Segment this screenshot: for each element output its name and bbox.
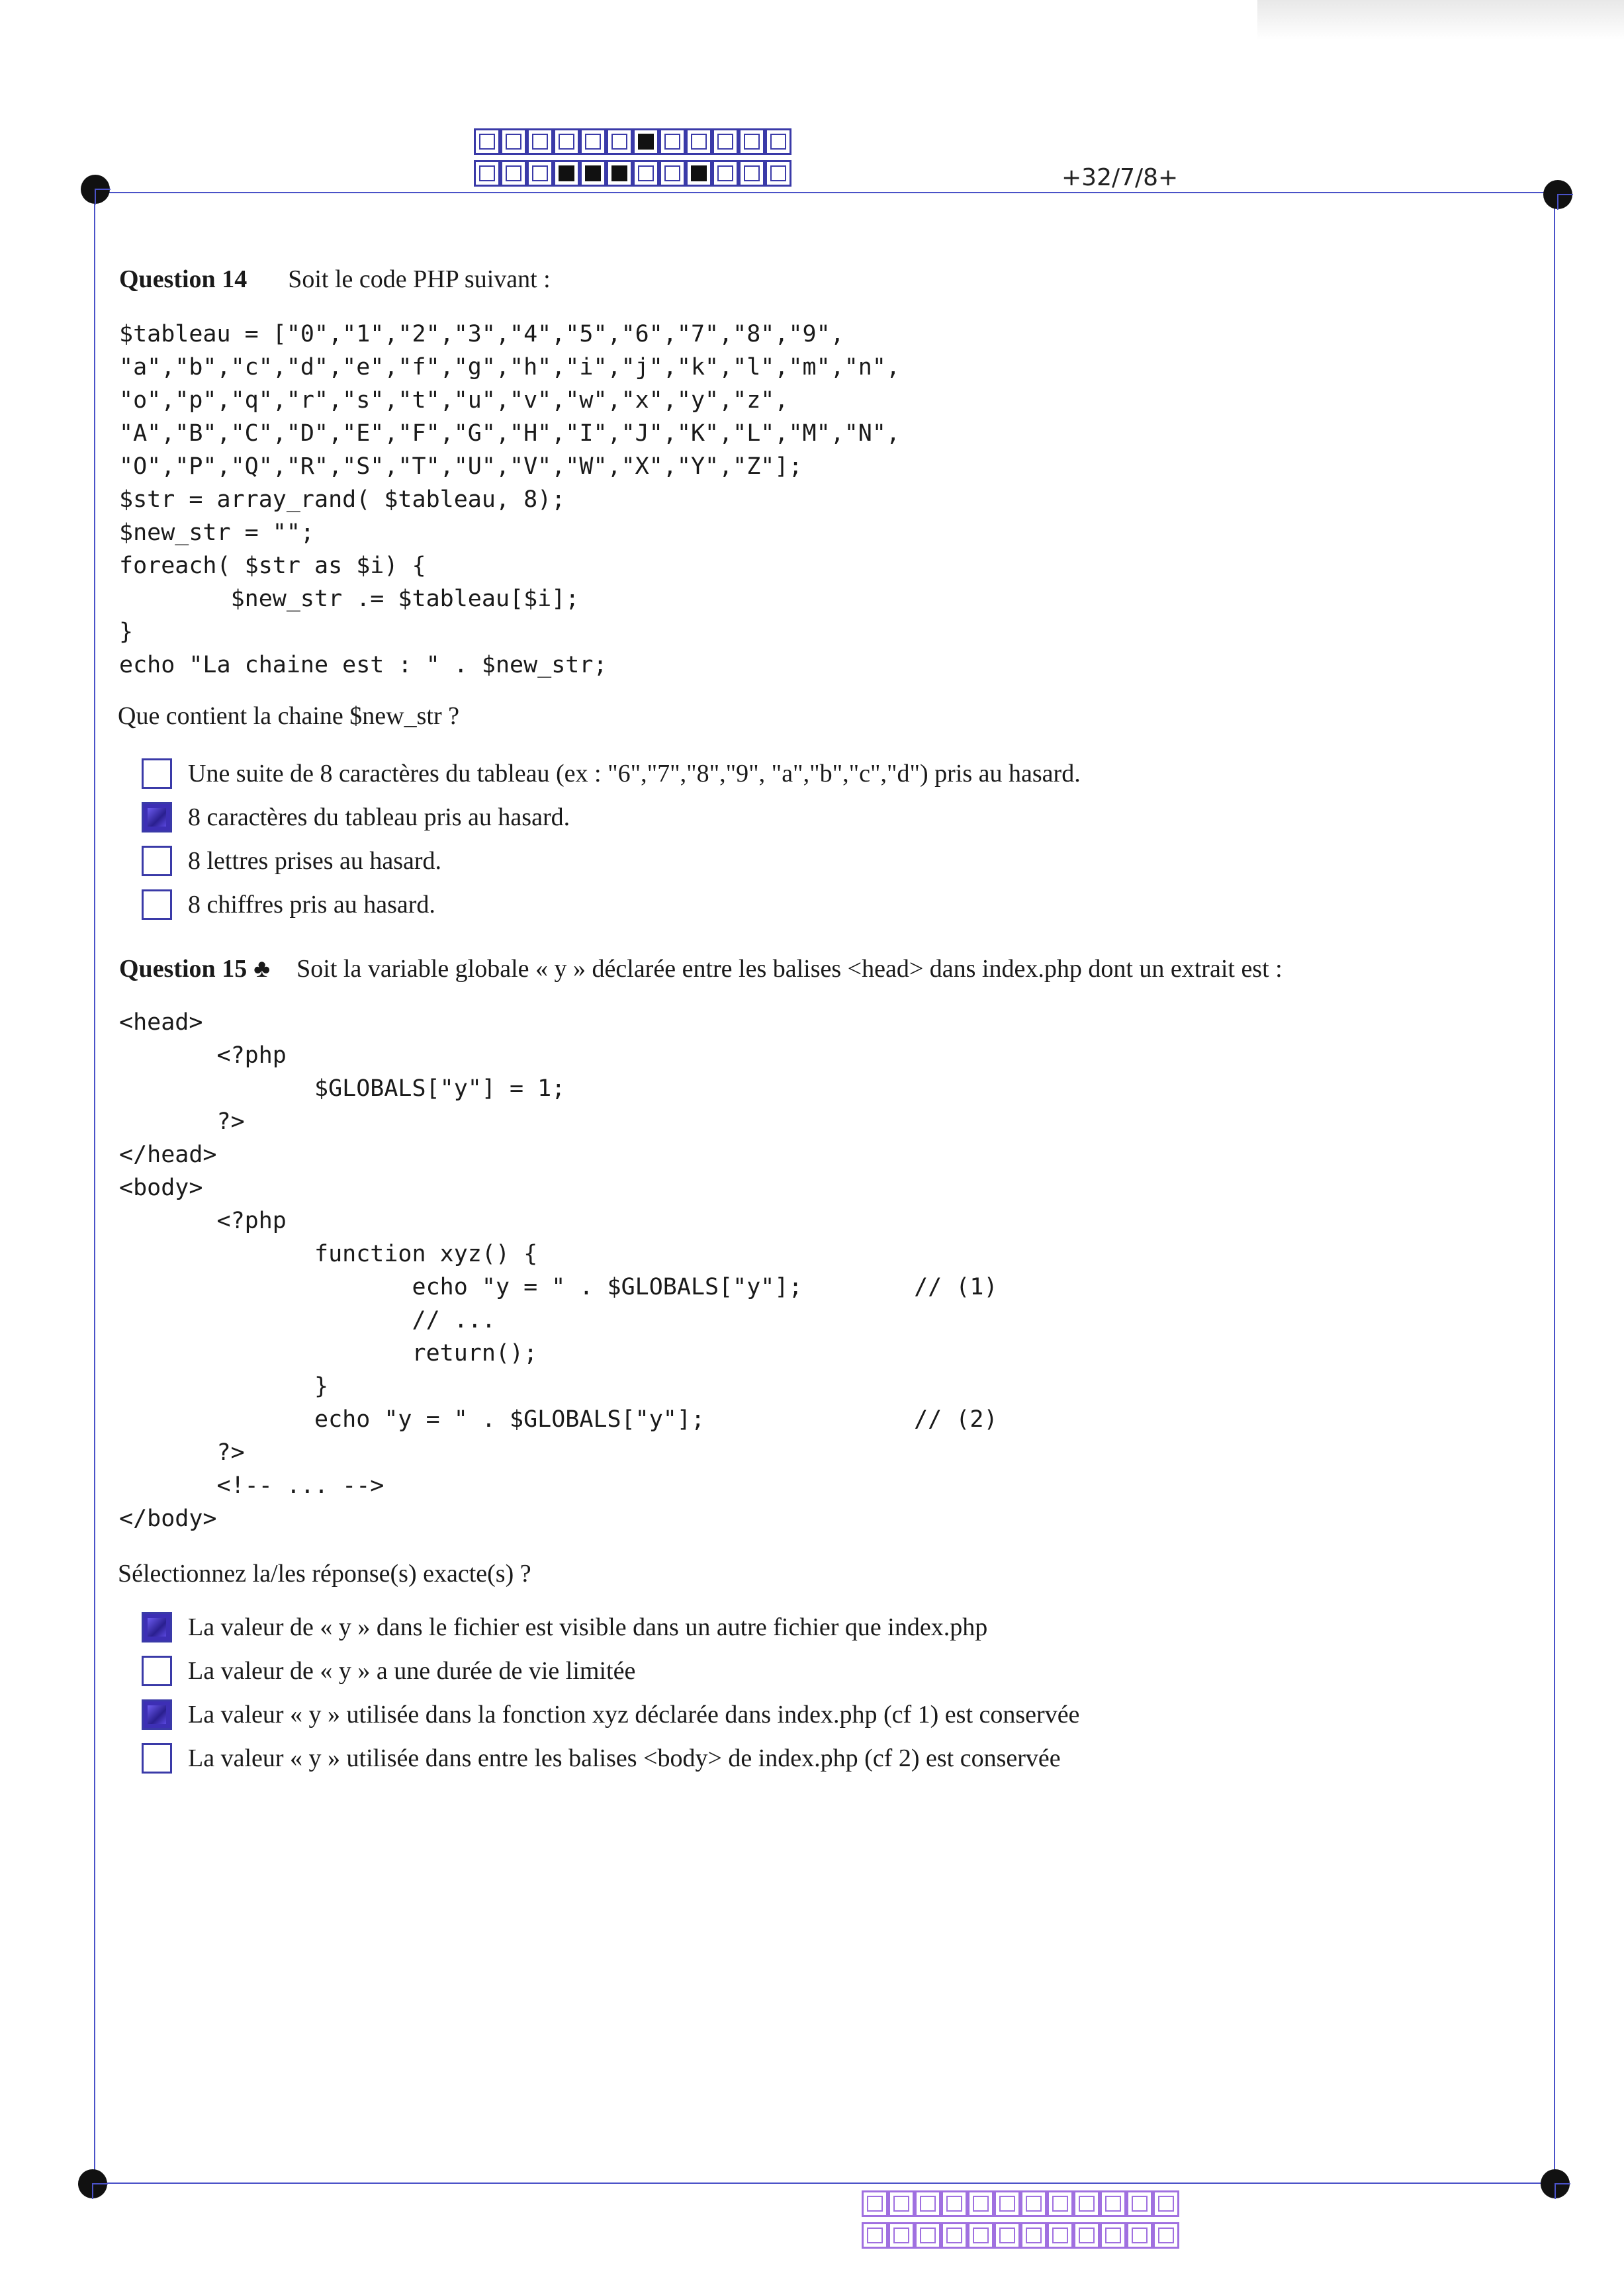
q14-answer-3-label: 8 lettres prises au hasard. xyxy=(188,847,442,875)
question-15-text: Soit la variable globale « y » déclarée entre les balises <head> dans index.php dont un extrait est : xyxy=(296,955,1283,983)
q14-answer-3[interactable] xyxy=(142,843,441,879)
question-15-label: Question 15 xyxy=(119,955,248,983)
q15-answer-2-checkbox[interactable] xyxy=(142,1656,172,1686)
question-14-text: Soit le code PHP suivant : xyxy=(288,265,551,293)
question-15-code: <head> <?php $GLOBALS["y"] = 1; ?> </head> <body> <?php function xyz() { echo "y = " . $GLOBALS["y"]; // (1) // ... return(); } echo "y = " . $GLOBALS["y"]; // (2) ?> <!-- ... --> </body> xyxy=(119,1009,998,1532)
question-15-prompt: Sélectionnez la/les réponse(s) exacte(s) ? xyxy=(118,1560,531,1588)
corner-mark-bottom-left xyxy=(78,2169,107,2198)
question-14-code: $tableau = ["0","1","2","3","4","5","6","7","8","9", "a","b","c","d","e","f","g","h","i","j","k","l","m","n", "o","p","q","r","s","t","u","v","w","x","y","z", "A","B","C","D","E","F","G","H","I","J","K","L","M","N", "O","P","Q","R","S","T","U","V","W","X","Y","Z"]; $str = array_rand( $tableau, 8); $new_str = ""; foreach( $str as $i) { $new_str .= $tableau[$i]; } echo "La chaine est : " . $new_str; xyxy=(119,321,901,678)
corner-mark-top-left xyxy=(81,175,110,204)
q15-answer-3-label: La valeur « y » utilisée dans la fonction xyz déclarée dans index.php (cf 1) est conservée xyxy=(188,1701,1080,1729)
q15-answer-3-checkbox[interactable] xyxy=(142,1699,172,1730)
q14-answer-2-label: 8 caractères du tableau pris au hasard. xyxy=(188,803,570,831)
q15-answer-4-label: La valeur « y » utilisée dans entre les balises <body> de index.php (cf 2) est conservée xyxy=(188,1744,1061,1772)
bottom-code-row-1 xyxy=(862,2190,1179,2217)
q14-answer-4-checkbox[interactable] xyxy=(142,889,172,920)
bottom-code-row-2 xyxy=(862,2222,1179,2249)
club-icon: ♣ xyxy=(253,955,271,983)
q14-answer-2[interactable] xyxy=(142,799,570,835)
q15-answer-1[interactable] xyxy=(142,1609,987,1645)
q15-answer-4-checkbox[interactable] xyxy=(142,1743,172,1774)
question-14-header xyxy=(119,265,551,294)
q15-answer-2-label: La valeur de « y » a une durée de vie limitée xyxy=(188,1657,636,1685)
q14-answer-2-checkbox[interactable] xyxy=(142,802,172,832)
top-code-row-1 xyxy=(474,128,791,155)
corner-mark-bottom-right xyxy=(1541,2169,1570,2198)
top-code-row-2 xyxy=(474,160,791,187)
question-14-label: Question 14 xyxy=(119,265,248,293)
corner-mark-top-right xyxy=(1543,180,1572,209)
q15-answer-4[interactable] xyxy=(142,1740,1061,1776)
page-id: +32/7/8+ xyxy=(1061,164,1179,191)
q15-answer-3[interactable] xyxy=(142,1697,1079,1732)
q15-answer-1-label: La valeur de « y » dans le fichier est visible dans un autre fichier que index.php xyxy=(188,1613,988,1641)
q15-answer-1-checkbox[interactable] xyxy=(142,1612,172,1642)
question-15-header xyxy=(119,954,1283,983)
q14-answer-3-checkbox[interactable] xyxy=(142,846,172,876)
scan-shadow xyxy=(1257,0,1624,40)
q14-answer-1[interactable] xyxy=(142,756,1081,791)
q14-answer-1-label: Une suite de 8 caractères du tableau (ex : "6","7","8","9", "a","b","c","d") pris au hasard. xyxy=(188,760,1081,788)
q14-answer-4-label: 8 chiffres pris au hasard. xyxy=(188,891,435,919)
q15-answer-2[interactable] xyxy=(142,1653,635,1689)
q14-answer-1-checkbox[interactable] xyxy=(142,758,172,789)
question-14-prompt: Que contient la chaine $new_str ? xyxy=(118,702,459,730)
q14-answer-4[interactable] xyxy=(142,887,435,922)
